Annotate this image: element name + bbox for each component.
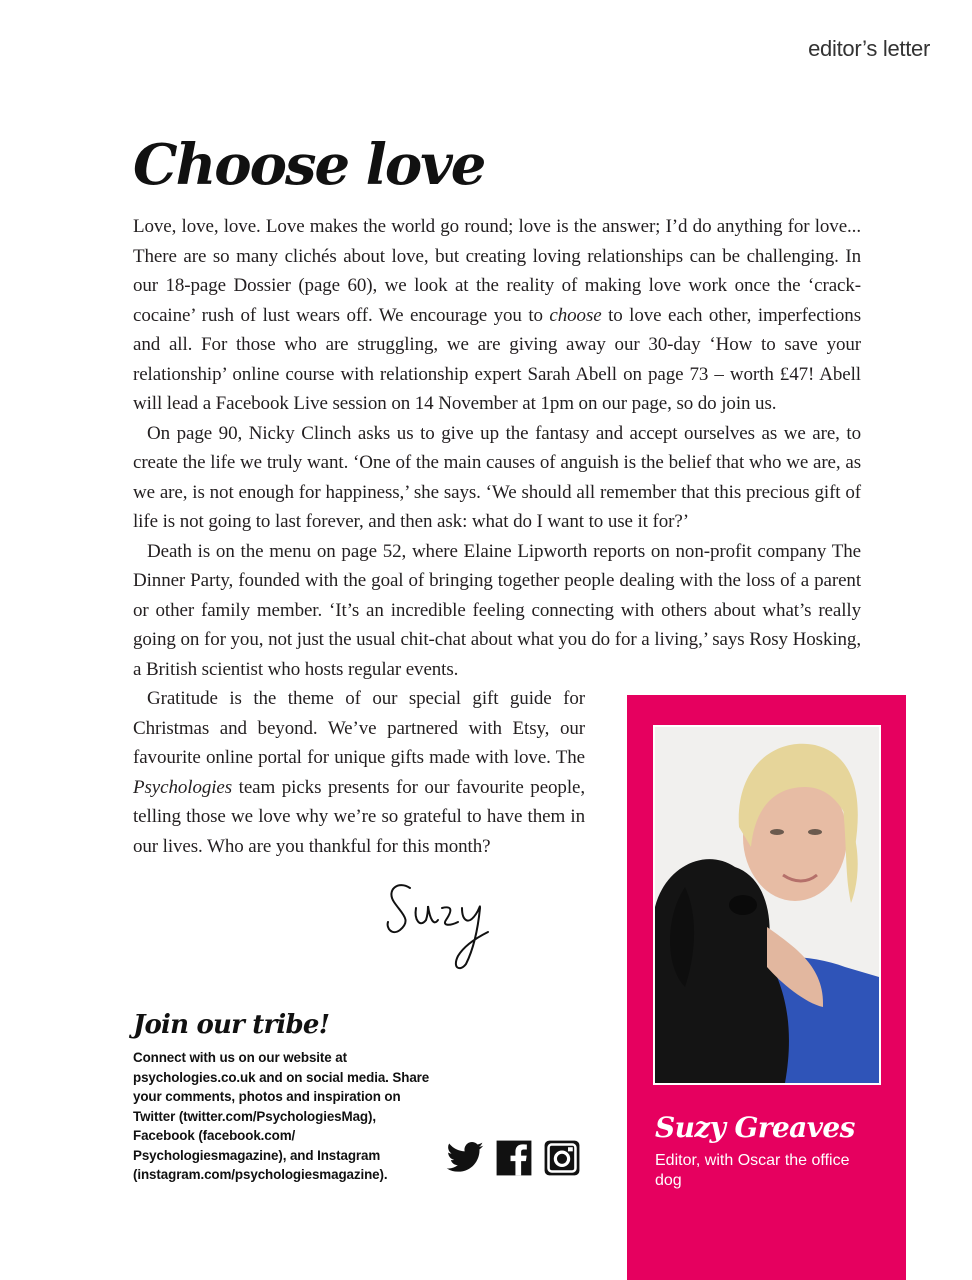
article-title: Choose love: [133, 132, 485, 198]
facebook-icon[interactable]: [495, 1138, 533, 1178]
signature: [380, 868, 520, 978]
paragraph-2: On page 90, Nicky Clinch asks us to give up the fantasy and accept ourselves as we are, to create the life we truly want. ‘One of the main causes of anguish is the belief that who we are, as we are, is not enough for happiness,’ she says. ‘We should all remember that this precious gift of life is not going to last forever, and then ask: what do I want to use it for?’: [133, 422, 861, 532]
editor-name: Suzy Greaves: [655, 1111, 855, 1144]
paragraph-3: Death is on the menu on page 52, where Elaine Lipworth reports on non-profit company The Dinner Party, founded with the goal of bringing together people dealing with the loss of a parent or other family member. ‘It’s an incredible feeling connecting with others about what’s really going on for you, not just the usual chit-chat about what you do for a living,’ says Rosy Hosking, a British scientist who hosts regular events.: [133, 540, 861, 680]
join-heading: Join our tribe!: [133, 1010, 330, 1040]
editor-caption: Editor, with Oscar the office dog: [655, 1152, 850, 1189]
editor-photo: [653, 725, 881, 1085]
paragraph-1: Love, love, love. Love makes the world go round; love is the answer; I’d do anything for love... There are so many clichés about love, but creating loving relationships can be challenging. In our 18-page Dossier (page 60), we look at the reality of making love work once the ‘crack-cocaine’ rush of lust wears off. We encourage you to choose to love each other, imperfections and all. For those who are struggling, we are giving away our 30-day ‘How to save your relationship’ online course with relationship expert Sarah Abell on page 73 – worth £47! Abell will lead a Facebook Live session on 14 November at 1pm on our page, so do join us.: [133, 216, 861, 414]
section-label: editor’s letter: [808, 36, 930, 61]
editor-panel: [627, 695, 906, 1280]
instagram-icon[interactable]: [543, 1138, 581, 1178]
paragraph-4: Gratitude is the theme of our special gift guide for Christmas and beyond. We’ve partnered with Etsy, our favourite online portal for unique gifts made with love. The Psychologies team picks presents for our favourite people, telling those we love why we’re so grateful to have them in our lives. Who are you thankful for this month?: [133, 688, 585, 857]
social-icons: [445, 1138, 581, 1178]
twitter-icon[interactable]: [445, 1138, 485, 1178]
join-body: Connect with us on our website at psychologies.co.uk and on social media. Share your comments, photos and inspiration on Twitter (twitter.com/PsychologiesMag), Facebook (facebook.com/ Psychologiesmagazine), and Instagram (instagram.com/psychologiesmagazine).: [133, 1050, 430, 1182]
